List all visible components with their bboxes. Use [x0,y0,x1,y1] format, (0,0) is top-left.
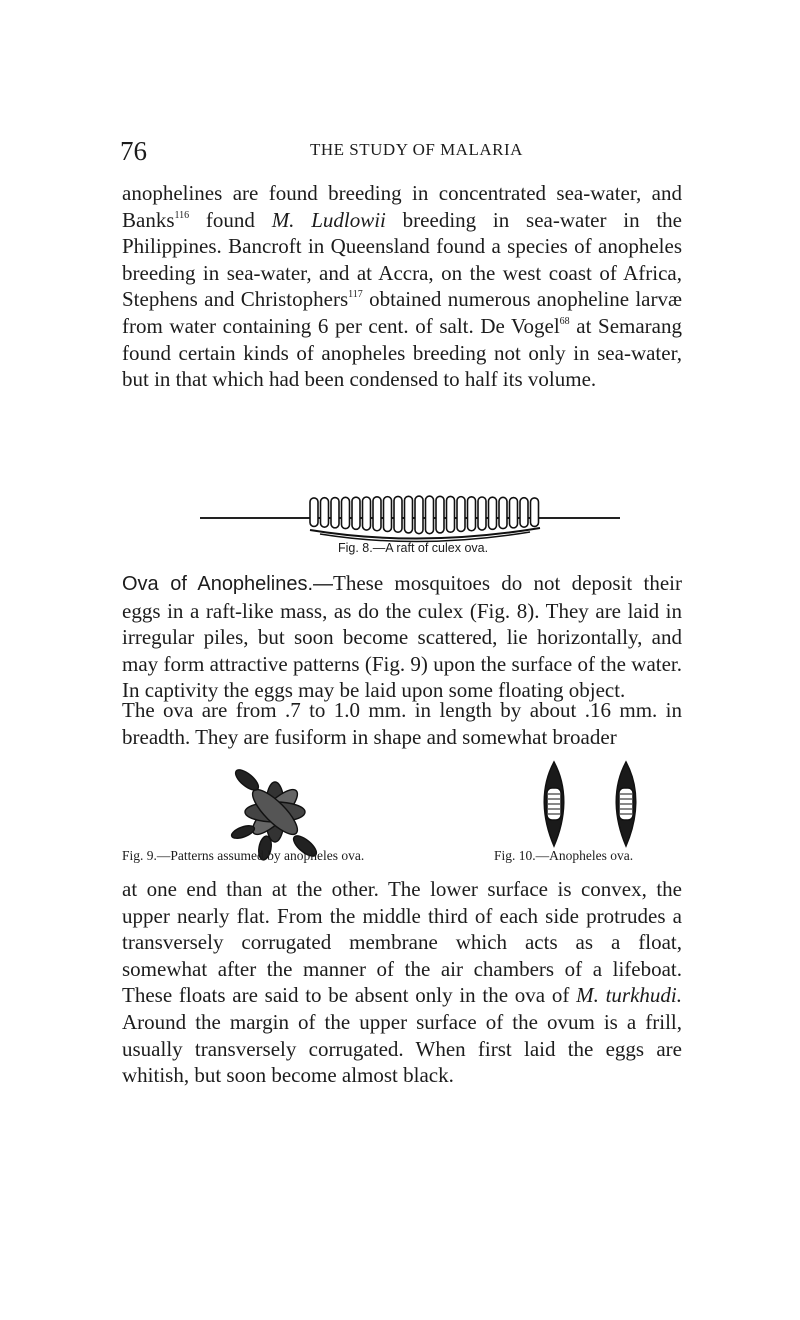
anopheles-ova-illustration [536,758,646,850]
figure-10-caption: Fig. 10.—Anopheles ova. [494,848,634,863]
culex-egg [510,498,518,528]
culex-egg [489,497,497,529]
footnote-ref: 117 [348,289,363,301]
section-heading: Ova of Anophelines.— [122,573,333,595]
paragraph-sea-water: anophelines are found breeding in concentrated sea-water, and Banks$^{116}$ found M. Ludlowii breeding in sea-water in the Philippines. Bancroft in Queensland found a species of anopheles breeding in sea-water, and at Accra, on the west coast of Africa, Stephens and Christophers$^{117}$ obtained numerous anopheline larvæ from water containing 6 per cent. of salt. De Vogel$^{68}$ at Semarang found certain kinds of anopheles breeding not only in sea-water, but in that which had been condensed to half its volume. [122,181,683,392]
culex-egg [331,498,339,528]
figure-9-caption: Fig. 9.—Patterns assumed by anopheles ova. [122,848,365,863]
footnote-ref: 68 [559,315,570,327]
culex-egg [342,497,350,528]
culex-egg [394,496,402,532]
culex-egg [352,497,360,529]
figure-8-caption: Fig. 8.—A raft of culex ova. [338,541,489,555]
running-head: THE STUDY OF MALARIA [310,140,523,159]
culex-egg [436,496,444,533]
culex-egg [310,498,318,527]
culex-egg [405,496,413,533]
culex-egg [426,496,434,534]
culex-egg [520,498,528,527]
culex-egg [415,496,423,534]
culex-egg [531,498,539,527]
page-number: 76 [120,136,147,166]
paragraph-ova-description: at one end than at the other. The lower surface is convex, the upper nearly flat. From the middle third of each side protrudes a transversely corrugated membrane which acts as a float, somewhat after the manner of the air chambers of a lifeboat. These floats are said to be absent only in the ova of M. turkhudi. Around the margin of the upper surface of the ovum is a frill, usually transversely corrugated. When first laid the eggs are whitish, but soon become almost black. [122,877,683,1088]
culex-egg [457,497,465,532]
footnote-ref: 116 [174,209,190,221]
ova-patterns-illustration [225,762,325,862]
paragraph-ova-intro: Ova of Anophelines.—These mosquitoes do not deposit their eggs in a raft-like mass, as do the culex (Fig. 8). They are laid in irregular piles, but soon become scattered, lie horizontally, and may form attractive patterns (Fig. 9) upon the surface of the water. In captivity the eggs may be laid upon some floating object. [122,571,682,703]
culex-egg [478,497,486,530]
culex-egg [384,497,392,532]
culex-egg [468,497,476,531]
culex-egg [499,497,507,528]
paragraph-ova-size: The ova are from .7 to 1.0 mm. in length by about .16 mm. in breadth. They are fusiform in shape and somewhat broader [122,698,682,749]
culex-egg [373,497,381,531]
culex-egg [447,496,455,532]
page-header [120,136,680,166]
culex-egg [363,497,371,530]
culex-egg [321,498,329,527]
